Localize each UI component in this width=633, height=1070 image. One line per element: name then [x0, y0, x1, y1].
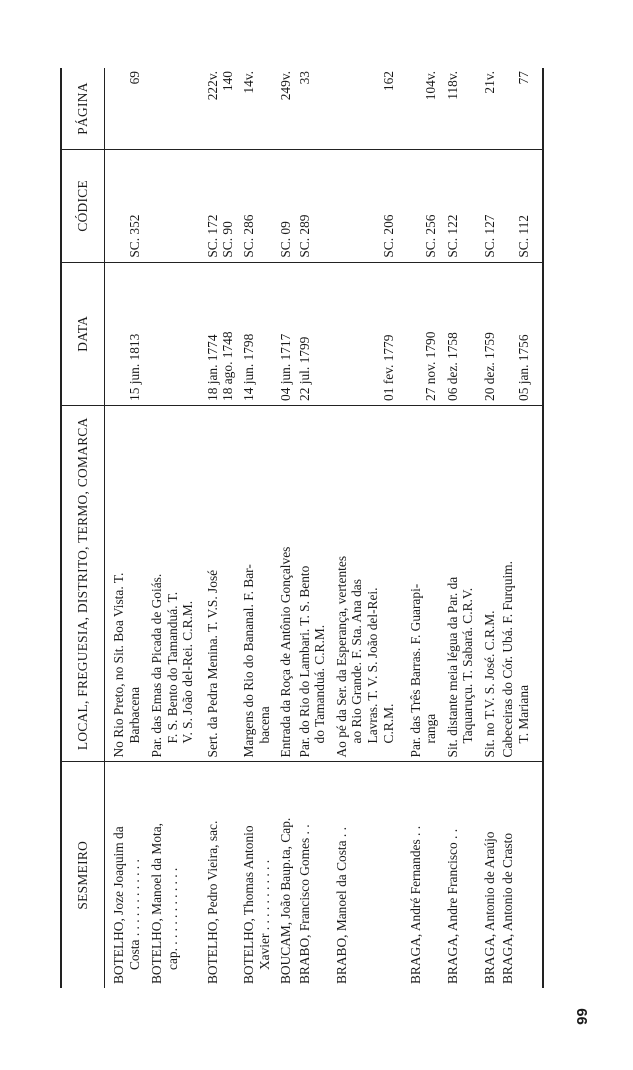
cell-local-line: Sit. no T.V. S. José. C.R.M.	[481, 610, 497, 758]
cell-sesmeiro-line: BRAGA, André Fernandes . .	[407, 825, 423, 984]
cell-data	[278, 262, 296, 405]
cell-data-line: 18 ago. 1748	[220, 331, 236, 401]
cell-data	[297, 262, 334, 405]
line-spacer	[334, 71, 350, 145]
cell-pagina-line: 104v.	[423, 71, 439, 101]
line-spacer	[349, 266, 365, 401]
cell-data-line: 27 nov. 1790	[423, 331, 439, 401]
cell-pagina-line: 140	[220, 71, 236, 92]
line-spacer	[365, 266, 381, 401]
cell-pagina-line: 21v.	[481, 71, 497, 94]
table-body	[105, 68, 544, 988]
cell-pagina	[297, 68, 334, 149]
line-spacer	[111, 153, 127, 258]
cell-codice-line: SC. 112	[515, 215, 531, 258]
line-spacer	[408, 266, 424, 401]
cell-codice	[105, 149, 150, 262]
cell-sesmeiro	[408, 762, 445, 988]
cell-data	[149, 262, 204, 405]
cell-local-line: Sert. da Pedra Menina. T. V.S. José	[204, 569, 220, 758]
cell-pagina	[105, 68, 150, 149]
cell-pagina-line: 162	[380, 71, 396, 92]
cell-local-line: Ao pé da Ser. da Esperança, vertentes	[333, 555, 349, 758]
cell-local	[482, 406, 500, 762]
cell-sesmeiro	[105, 762, 150, 988]
cell-codice-line: SC. 127	[481, 214, 497, 258]
cell-local	[408, 406, 445, 762]
cell-data	[105, 262, 150, 405]
table-row	[149, 68, 204, 988]
cell-data	[482, 262, 500, 405]
cell-pagina-line: 69	[126, 71, 142, 85]
cell-local	[500, 406, 543, 762]
cell-local-line: do Tamanduá. C.R.M.	[312, 624, 328, 744]
cell-local-line: Cabeceiras do Cór. Ubá. F. Furquim.	[500, 561, 516, 758]
cell-local-line: ao Rio Grande. F. Sta. Ana das	[349, 579, 365, 744]
line-spacer	[500, 153, 516, 258]
cell-codice	[500, 149, 543, 262]
cell-data	[500, 262, 543, 405]
table-row	[205, 68, 242, 988]
header-local: LOCAL, FREGUESIA, DISTRITO, TERMO, COMARCA	[61, 406, 105, 762]
cell-codice	[205, 149, 242, 262]
cell-codice-line: SC. 206	[380, 214, 396, 258]
cell-data	[205, 262, 242, 405]
header-sesmeiro: SESMEIRO	[61, 762, 105, 988]
cell-local-line: Lavras. T. V. S. João del-Rei.	[365, 587, 381, 744]
cell-codice	[149, 149, 204, 262]
table-row	[408, 68, 445, 988]
cell-pagina	[445, 68, 482, 149]
cell-data-line: 15 jun. 1813	[126, 333, 142, 401]
cell-codice-line: SC. 289	[296, 214, 312, 258]
cell-sesmeiro	[297, 762, 334, 988]
table-row	[241, 68, 278, 988]
cell-data-line: 01 fev. 1779	[380, 334, 396, 401]
cell-pagina	[500, 68, 543, 149]
cell-pagina-line: 249v.	[278, 71, 294, 101]
line-spacer	[111, 71, 127, 145]
cell-pagina-line: 14v.	[241, 71, 257, 94]
cell-sesmeiro	[445, 762, 482, 988]
line-spacer	[408, 71, 424, 145]
table-row	[445, 68, 482, 988]
cell-local-line: No Rio Preto, no Sit. Boa Vista. T.	[111, 572, 126, 758]
table-row	[105, 68, 150, 988]
cell-codice-line: SC. 286	[241, 214, 257, 258]
line-spacer	[408, 153, 424, 258]
cell-local-line: C.R.M.	[380, 703, 396, 744]
cell-pagina	[278, 68, 296, 149]
cell-sesmeiro	[241, 762, 278, 988]
cell-local-line: Taquaruçu. T. Sabará. C.R.V.	[460, 587, 476, 744]
cell-pagina	[205, 68, 242, 149]
cell-data	[445, 262, 482, 405]
cell-data-line: 20 dez. 1759	[481, 332, 497, 401]
cell-local	[445, 406, 482, 762]
cell-sesmeiro-line: BRABO, Manoel da Costa . .	[333, 827, 349, 984]
page-number: 99	[573, 1008, 591, 1025]
cell-local	[297, 406, 334, 762]
cell-sesmeiro-line: BRAGA, Antonio de Araújo	[481, 831, 497, 984]
cell-codice	[278, 149, 296, 262]
cell-local-line: F. S. Bento do Tamanduá. T.	[164, 591, 180, 744]
cell-pagina	[334, 68, 408, 149]
cell-data-line: 18 jan. 1774	[204, 334, 220, 401]
cell-sesmeiro-line: BRABO, Francisco Gomes . .	[296, 824, 312, 984]
cell-local-line: Barbacena	[126, 686, 142, 744]
cell-pagina-line: 33	[296, 71, 312, 85]
cell-pagina	[149, 68, 204, 149]
cell-pagina	[408, 68, 445, 149]
line-spacer	[349, 153, 365, 258]
header-codice: CÓDICE	[61, 149, 105, 262]
cell-sesmeiro-line: BOUCAM, João Baup.ta, Cap.	[278, 817, 294, 984]
cell-data-line: 06 dez. 1758	[444, 332, 460, 401]
cell-local-line: Par. das Três Barras. F. Guarapi-	[407, 583, 423, 758]
cell-local-line: Par. das Emas da Picada de Goiás.	[149, 573, 165, 758]
cell-codice-line: SC. 09	[278, 221, 294, 258]
cell-sesmeiro-line: BRAGA, Antonio de Crasto	[500, 832, 516, 984]
cell-data	[241, 262, 278, 405]
cell-local-line: ranga	[423, 713, 439, 744]
cell-sesmeiro-line: BRAGA, Andre Francisco . .	[444, 828, 460, 984]
cell-data-line: 04 jun. 1717	[278, 333, 294, 401]
cell-data	[334, 262, 408, 405]
cell-local-line: bacena	[257, 706, 273, 744]
table-row	[500, 68, 543, 988]
cell-codice-line: SC. 352	[126, 214, 142, 258]
cell-codice	[334, 149, 408, 262]
cell-pagina	[482, 68, 500, 149]
cell-pagina-line: 118v.	[444, 71, 460, 100]
cell-codice	[241, 149, 278, 262]
line-spacer	[365, 153, 381, 258]
cell-sesmeiro-line: Xavier . . . . . . . . . . .	[257, 859, 273, 970]
cell-pagina-line: 77	[515, 71, 531, 85]
cell-pagina-line: 222v.	[204, 71, 220, 101]
rotated-table-wrapper	[60, 68, 544, 988]
line-spacer	[111, 266, 127, 401]
cell-codice-line: SC. 90	[220, 221, 236, 258]
cell-sesmeiro	[149, 762, 204, 988]
cell-sesmeiro	[205, 762, 242, 988]
table-row	[334, 68, 408, 988]
cell-codice	[297, 149, 334, 262]
cell-codice-line: SC. 256	[423, 214, 439, 258]
cell-sesmeiro	[278, 762, 296, 988]
header-row	[61, 68, 105, 988]
line-spacer	[349, 71, 365, 145]
cell-local	[334, 406, 408, 762]
cell-local-line: Margens do Rio do Bananal. F. Bar-	[241, 564, 257, 758]
cell-sesmeiro-line: BOTELHO, Pedro Vieira, sac.	[204, 820, 220, 984]
cell-codice	[482, 149, 500, 262]
cell-pagina	[241, 68, 278, 149]
line-spacer	[365, 71, 381, 145]
cell-codice	[445, 149, 482, 262]
cell-sesmeiro	[334, 762, 408, 988]
line-spacer	[334, 266, 350, 401]
line-spacer	[500, 71, 516, 145]
cell-local	[241, 406, 278, 762]
cell-sesmeiro-line: Costa . . . . . . . . . . . .	[126, 859, 142, 970]
cell-local	[278, 406, 296, 762]
cell-codice	[408, 149, 445, 262]
cell-sesmeiro	[500, 762, 543, 988]
table-row	[482, 68, 500, 988]
cell-data-line: 14 jun. 1798	[241, 333, 257, 401]
cell-local	[205, 406, 242, 762]
cell-local	[149, 406, 204, 762]
line-spacer	[334, 153, 350, 258]
cell-local-line: Entrada da Roça de Antônio Gonçalves	[278, 546, 294, 758]
cell-local-line: V. S. João del-Rei. C.R.M.	[180, 600, 196, 744]
cell-data	[408, 262, 445, 405]
header-pagina: PÁGINA	[61, 68, 105, 149]
cell-data-line: 22 jul. 1799	[296, 336, 312, 401]
cell-local-line: T. Mariana	[515, 684, 531, 744]
cell-codice-line: SC. 122	[444, 214, 460, 258]
cell-sesmeiro-line: BOTELHO, Manoel da Mota,	[149, 822, 165, 984]
sesmarias-table	[60, 68, 544, 988]
header-data: DATA	[61, 262, 105, 405]
cell-local-line: Par. do Rio do Lambari. T. S. Bento	[296, 565, 312, 758]
cell-sesmeiro-line: cap. . . . . . . . . . . . .	[164, 867, 180, 970]
cell-local	[105, 406, 150, 762]
cell-local-line: Sit. distante meia légua da Par. da	[444, 576, 460, 758]
cell-sesmeiro-line: BOTELHO, Joze Joaquim da	[111, 826, 126, 984]
cell-data-line: 05 jan. 1756	[515, 334, 531, 401]
cell-codice-line: SC. 172	[204, 214, 220, 258]
table-row	[297, 68, 334, 988]
line-spacer	[500, 266, 516, 401]
cell-sesmeiro	[482, 762, 500, 988]
cell-sesmeiro-line: BOTELHO, Thomas Antonio	[241, 825, 257, 984]
table-row	[278, 68, 296, 988]
